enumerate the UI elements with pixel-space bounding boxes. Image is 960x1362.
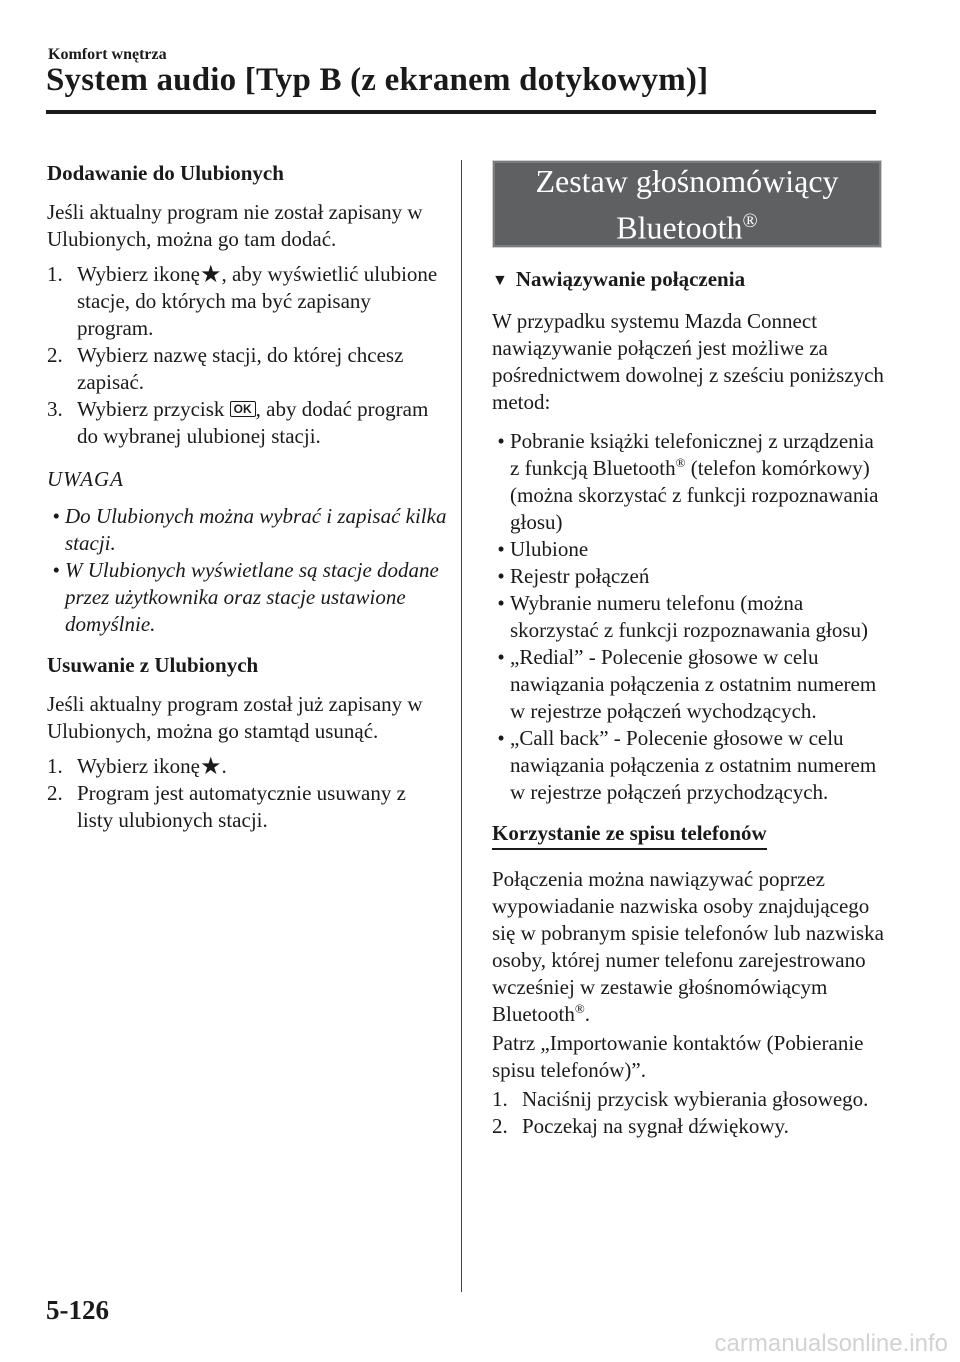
- note-list: [47, 503, 447, 638]
- note-title: UWAGA: [47, 467, 125, 491]
- add-favorites-steps: [47, 261, 447, 450]
- section-label: Komfort wnętrza: [48, 46, 167, 63]
- list-item: 1. Naciśnij przycisk wybierania głosowego.: [492, 1087, 869, 1111]
- phonebook-reference: Patrz „Importowanie kontaktów (Pobieranie spisu telefonów)”.: [492, 1031, 864, 1082]
- list-item: • W Ulubionych wyświetlane są stacje dodane przez użytkownika oraz stacje ustawione domyślnie.: [52, 558, 439, 636]
- list-item: 2. Program jest automatycznie usuwany z listy ulubionych stacji.: [47, 781, 406, 832]
- list-item: 2. Wybierz nazwę stacji, do której chcesz zapisać.: [47, 343, 404, 394]
- list-item: • Pobranie książki telefonicznej z urządzenia z funkcją Bluetooth® (telefon komórkowy) (można skorzystać z funkcji rozpoznawania głosu): [497, 429, 879, 534]
- right-column: [492, 160, 887, 1150]
- banner-line-1: Zestaw głośnomówiący: [535, 162, 839, 199]
- list-item: • Wybranie numeru telefonu (można skorzystać z funkcji rozpoznawania głosu): [497, 591, 869, 642]
- phonebook-heading: Korzystanie ze spisu telefonów: [492, 820, 767, 850]
- phonebook-paragraph: Połączenia można nawiązywać poprzez wypowiadanie nazwiska osoby znajdującego się w pobranym spisie telefonów lub nazwiska osoby, której numer telefonu zarejestrowano wcześniej w zestawie głośnomówiącym Bluetooth®.: [492, 867, 884, 1026]
- list-item: 1. Wybierz ikonę★.: [47, 754, 227, 780]
- add-favorites-intro: Jeśli aktualny program nie został zapisany w Ulubionych, można go tam dodać.: [47, 200, 423, 251]
- list-item: 1. Wybierz ikonę★, aby wyświetlić ulubione stacje, do których ma być zapisany program.: [47, 262, 438, 340]
- column-divider: [461, 160, 462, 1292]
- banner-line-2: Bluetooth®: [616, 209, 758, 246]
- star-icon: ★: [199, 754, 222, 780]
- connect-heading: ▼ Nawiązywanie połączenia: [492, 266, 887, 294]
- star-icon: ★: [199, 262, 222, 288]
- section-banner: [492, 160, 882, 248]
- connect-intro: W przypadku systemu Mazda Connect nawiązywanie połączeń jest możliwe za pośrednictwem dowolnej z sześciu poniższych metod:: [492, 309, 884, 414]
- list-item: 3. Wybierz przycisk OK , aby dodać program do wybranej ulubionej stacji.: [47, 397, 429, 448]
- add-favorites-heading: Dodawanie do Ulubionych: [47, 161, 284, 185]
- remove-favorites-steps: [47, 753, 447, 834]
- list-item: • Do Ulubionych można wybrać i zapisać kilka stacji.: [52, 504, 447, 555]
- connect-methods-list: [492, 428, 887, 806]
- list-item: 2. Poczekaj na sygnał dźwiękowy.: [492, 1114, 789, 1138]
- list-item: • „Call back” - Polecenie głosowe w celu nawiązania połączenia z ostatnim numerem w rejestrze połączeń przychodzących.: [497, 726, 877, 804]
- triangle-down-icon: ▼: [492, 272, 508, 289]
- list-item: • Ulubione: [497, 537, 589, 561]
- remove-favorites-heading: Usuwanie z Ulubionych: [47, 653, 259, 677]
- remove-favorites-intro: Jeśli aktualny program został już zapisany w Ulubionych, można go stamtąd usunąć.: [47, 692, 423, 743]
- list-item: • „Redial” - Polecenie głosowe w celu nawiązania połączenia z ostatnim numerem w rejestrze połączeń wychodzących.: [497, 645, 877, 723]
- list-item: • Rejestr połączeń: [497, 564, 650, 588]
- chapter-title: System audio [Typ B (z ekranem dotykowym)]: [46, 62, 709, 98]
- page-number: 5-126: [46, 1295, 109, 1325]
- phonebook-steps: [492, 1086, 887, 1140]
- left-column: [47, 160, 447, 844]
- watermark: carmanualsonline.info: [714, 1330, 948, 1357]
- ok-button-icon: OK: [230, 401, 256, 417]
- header-rule: [46, 110, 876, 114]
